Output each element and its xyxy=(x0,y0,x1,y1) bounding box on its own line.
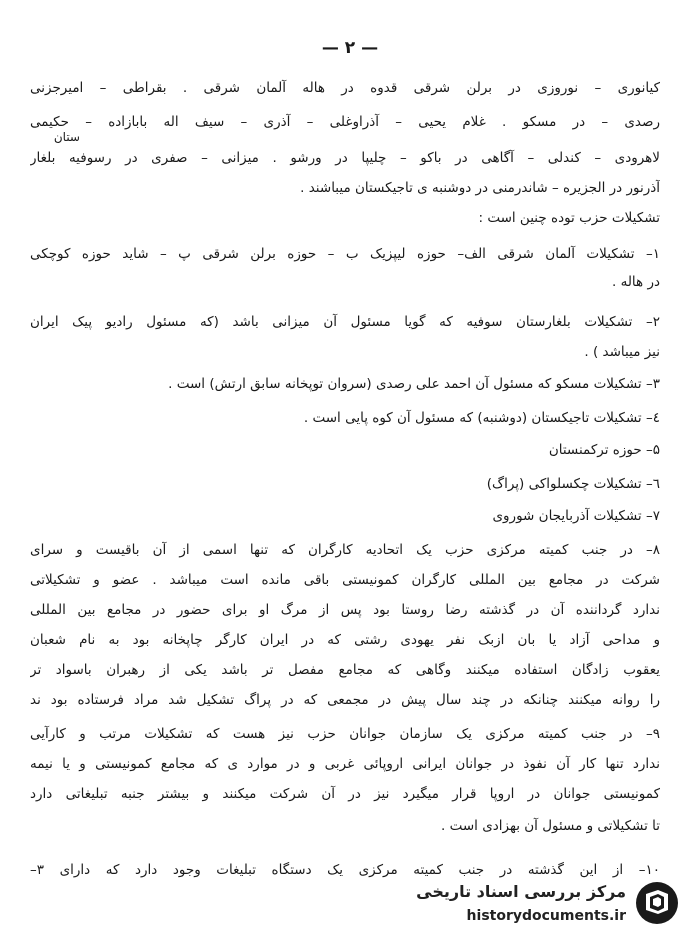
list-item: ٤– تشکیلات تاجیکستان (دوشنبه) که مسئول آن کوه پایی است . xyxy=(303,410,660,426)
list-item: ۷– تشکیلات آذربایجان شوروی xyxy=(492,508,660,524)
text-line: نیز میباشد ) . xyxy=(584,344,660,360)
text-line: لاهرودی – کندلی – آگاهی در باکو – چلیپا در ورشو . میزانی – صفری در رسوفیه بلغار xyxy=(30,150,660,166)
text-line: رصدی – در مسکو . غلام یحیی – آذراوغلی – آذری – سیف اله بابازاده – حکیمی xyxy=(30,114,660,130)
text-line: کمونیستی جوانان در اروپا قرار میگیرد نیز در آن شرکت میکنند و بیشتر جنبه تبلیغاتی دارد xyxy=(30,786,660,802)
text-line: کیانوری – نوروزی در برلن شرقی قدوه در هاله آلمان شرقی . بقراطی – امیرجزنی xyxy=(30,80,660,96)
text-line: و مداحی آزاد یا بان ازبک نفر یهودی رشتی که در ایران کارگر چاپخانه بود به نام شعبان xyxy=(30,632,660,648)
text-line: آذرنور در الجزیره – شاندرمنی در دوشنبه ی تاجیکستان میباشند . xyxy=(300,180,660,196)
watermark-url: historydocuments.ir xyxy=(466,908,626,924)
watermark xyxy=(380,878,680,936)
text-line: یعقوب زادگان استفاده میکنند وگاهی که مجامع مفصل تر باشد یکی از رهبران باسواد تر xyxy=(30,662,660,678)
list-item: ۳– تشکیلات مسکو که مسئول آن احمد علی رصدی (سروان توپخانه سابق ارتش) است . xyxy=(168,376,660,392)
list-item: ۱۰– از این گذشته در جنب کمیته مرکزی یک دستگاه تبلیغات وجود دارد که دارای ۳– xyxy=(30,862,660,878)
text-line: شرکت در مجامع بین المللی کارگران کمونیستی باقی مانده است میباشد . عضو و تشکیلاتی xyxy=(30,572,660,588)
text-line: در هاله . xyxy=(612,274,660,290)
archive-logo-icon xyxy=(634,880,680,926)
text-line: تا تشکیلاتی و مسئول آن بهزادی است . xyxy=(441,818,660,834)
watermark-title: مرکز بررسی اسناد تاریخی xyxy=(416,882,626,901)
text-line: تشکیلات حزب توده چنین است : xyxy=(478,210,660,226)
list-item: ۹– در جنب کمیته مرکزی یک سازمان جوانان حزب نیز هست که تشکیلات مرتب و کارآیی xyxy=(30,726,660,742)
text-line: ندارد تنها کار آن نفوذ در جوانان ایرانی اروپائی غربی و در موارد ی که مجامع کمونیستی و یا نیمه xyxy=(30,756,660,772)
text-line: را روانه میکنند چنانکه در چند سال پیش در مجمعی که در پراگ تشکیل شد مراد فرستاده بود ند xyxy=(30,692,660,708)
list-item: ۵– حوزه ترکمنستان xyxy=(548,442,660,458)
page-number: — ۲ — xyxy=(321,38,379,58)
list-item: ٦– تشکیلات چکسلواکی (پراگ) xyxy=(486,476,660,492)
list-item: ۸– در جنب کمیته مرکزی حزب یک اتحادیه کارگران که تنها اسمی از آن باقیست و سرای xyxy=(30,542,660,558)
list-item: ۱– تشکیلات آلمان شرقی الف– حوزه لیپزیک ب – حوزه برلن شرقی پ – شاید حوزه کوچکی xyxy=(30,246,660,262)
text-line: ندارد گرداننده آن در گذشته رضا روستا بود پس از مرگ او برای حضور در مجامع بین المللی xyxy=(30,602,660,618)
margin-note: ستان xyxy=(53,130,80,144)
list-item: ۲– تشکیلات بلغارستان سوفیه که گویا مسئول آن میزانی باشد (که مسئول رادیو پیک ایران xyxy=(30,314,660,330)
